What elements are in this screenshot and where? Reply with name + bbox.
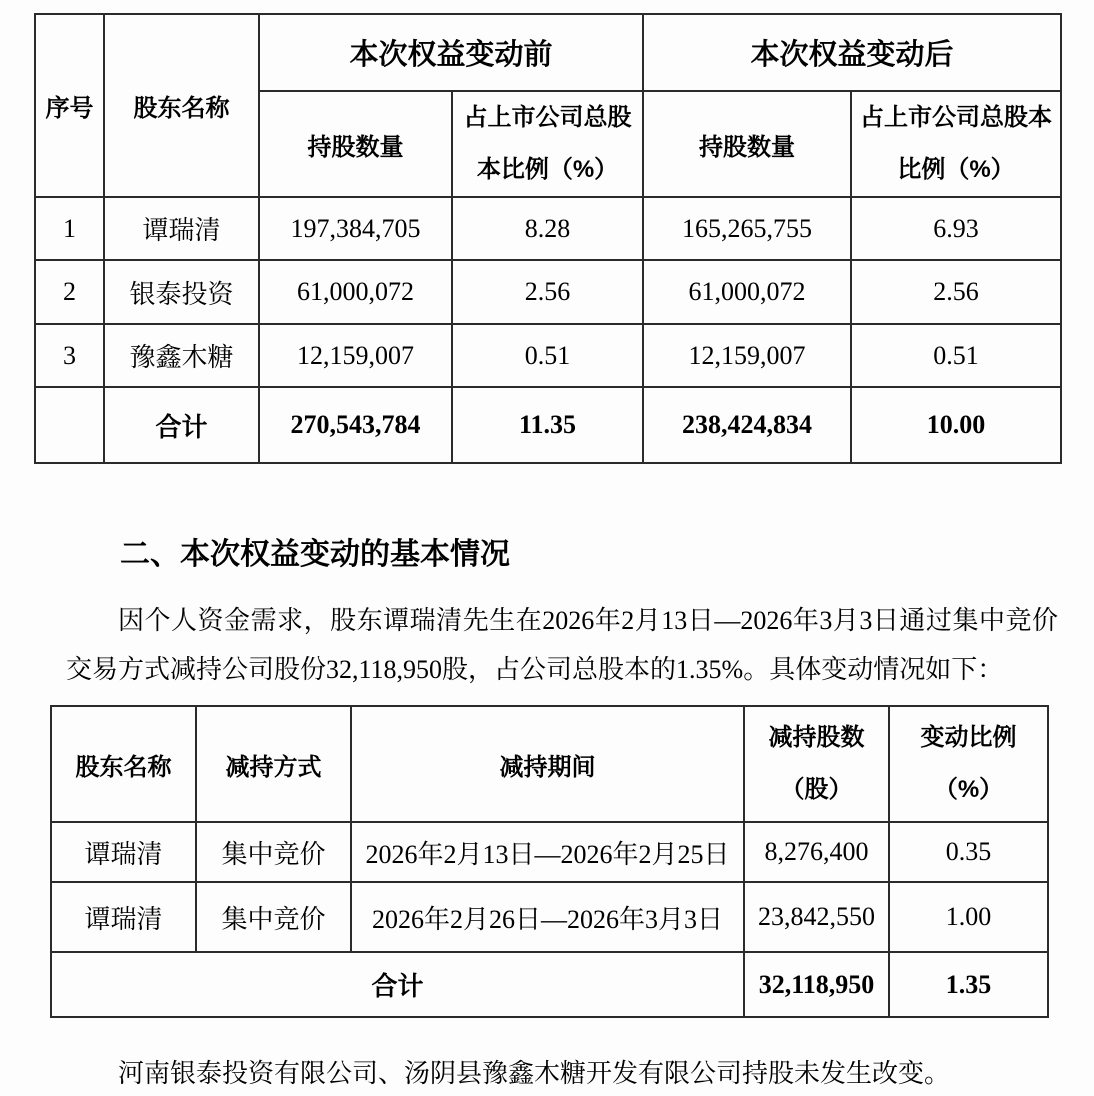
cell-shareholder: 谭瑞清 bbox=[104, 197, 259, 260]
table-row bbox=[51, 822, 1048, 882]
cell-shares: 8,276,400 bbox=[744, 822, 889, 882]
section-heading: 二、本次权益变动的基本情况 bbox=[120, 538, 510, 571]
table-row bbox=[35, 324, 1061, 387]
total-shares-before: 270,543,784 bbox=[259, 387, 452, 463]
cell-pct-before: 2.56 bbox=[452, 260, 643, 324]
col-pct-line1: 变动比例 bbox=[920, 724, 1017, 751]
col-shares-before-header: 持股数量 bbox=[259, 91, 452, 197]
cell-seq: 3 bbox=[35, 324, 104, 387]
col-pct-line2: （%） bbox=[933, 776, 1004, 803]
total-label: 合计 bbox=[104, 387, 259, 463]
body-paragraph: 因个人资金需求，股东谭瑞清先生在2026年2月13日—2026年3月3日通过集中竞价交易方式减持公司股份32,118,950股，占公司总股本的1.35%。具体变动情况如下： bbox=[66, 606, 1058, 684]
cell-shareholder: 谭瑞清 bbox=[51, 882, 196, 952]
col-shareholder-header: 股东名称 bbox=[104, 14, 259, 197]
col-pct-before-line1: 占上市公司总股 bbox=[463, 104, 632, 131]
cell-shares-after: 61,000,072 bbox=[643, 260, 851, 324]
col-shares-header bbox=[744, 706, 889, 822]
cell-method: 集中竞价 bbox=[196, 882, 351, 952]
table2-header-row bbox=[51, 706, 1048, 822]
group-after-header: 本次权益变动后 bbox=[643, 14, 1061, 91]
cell-shareholder: 豫鑫木糖 bbox=[104, 324, 259, 387]
total-shares: 32,118,950 bbox=[744, 952, 889, 1017]
total-pct-after: 10.00 bbox=[851, 387, 1061, 463]
share-reduction-table bbox=[50, 705, 1049, 1018]
col-pct-header bbox=[889, 706, 1048, 822]
cell-seq-empty bbox=[35, 387, 104, 463]
total-pct-before: 11.35 bbox=[452, 387, 643, 463]
cell-shares-before: 61,000,072 bbox=[259, 260, 452, 324]
col-pct-before-header bbox=[452, 91, 643, 197]
equity-change-table bbox=[34, 13, 1062, 464]
col-shares-after-header: 持股数量 bbox=[643, 91, 851, 197]
col-shares-line1: 减持股数 bbox=[768, 724, 865, 751]
cell-shareholder: 银泰投资 bbox=[104, 260, 259, 324]
table1-group-header-row bbox=[35, 14, 1061, 91]
cell-shares-before: 12,159,007 bbox=[259, 324, 452, 387]
cell-seq: 2 bbox=[35, 260, 104, 324]
table-row bbox=[35, 197, 1061, 260]
col-method-header: 减持方式 bbox=[196, 706, 351, 822]
cell-method: 集中竞价 bbox=[196, 822, 351, 882]
table2-total-row bbox=[51, 952, 1048, 1017]
cell-pct-before: 8.28 bbox=[452, 197, 643, 260]
col-pct-before-line2: 本比例（%） bbox=[476, 156, 619, 183]
table-row bbox=[51, 882, 1048, 952]
cell-pct: 0.35 bbox=[889, 822, 1048, 882]
col-period-header: 减持期间 bbox=[351, 706, 744, 822]
cell-shares-before: 197,384,705 bbox=[259, 197, 452, 260]
col-seq-header: 序号 bbox=[35, 14, 104, 197]
cell-shares-after: 165,265,755 bbox=[643, 197, 851, 260]
table1-total-row bbox=[35, 387, 1061, 463]
cell-shares-after: 12,159,007 bbox=[643, 324, 851, 387]
col-pct-after-header bbox=[851, 91, 1061, 197]
cell-pct-after: 0.51 bbox=[851, 324, 1061, 387]
total-shares-after: 238,424,834 bbox=[643, 387, 851, 463]
cell-pct: 1.00 bbox=[889, 882, 1048, 952]
total-label: 合计 bbox=[51, 952, 744, 1017]
cell-seq: 1 bbox=[35, 197, 104, 260]
table-row bbox=[35, 260, 1061, 324]
col-pct-after-line1: 占上市公司总股本 bbox=[860, 104, 1053, 131]
cell-pct-before: 0.51 bbox=[452, 324, 643, 387]
cell-period: 2026年2月13日—2026年2月25日 bbox=[351, 822, 744, 882]
group-before-header: 本次权益变动前 bbox=[259, 14, 643, 91]
cell-shareholder: 谭瑞清 bbox=[51, 822, 196, 882]
footer-note: 河南银泰投资有限公司、汤阴县豫鑫木糖开发有限公司持股未发生改变。 bbox=[118, 1059, 951, 1088]
col-shareholder-header: 股东名称 bbox=[51, 706, 196, 822]
cell-shares: 23,842,550 bbox=[744, 882, 889, 952]
cell-pct-after: 2.56 bbox=[851, 260, 1061, 324]
cell-period: 2026年2月26日—2026年3月3日 bbox=[351, 882, 744, 952]
col-shares-line2: （股） bbox=[780, 776, 853, 803]
cell-pct-after: 6.93 bbox=[851, 197, 1061, 260]
total-pct: 1.35 bbox=[889, 952, 1048, 1017]
col-pct-after-line2: 比例（%） bbox=[897, 156, 1015, 183]
